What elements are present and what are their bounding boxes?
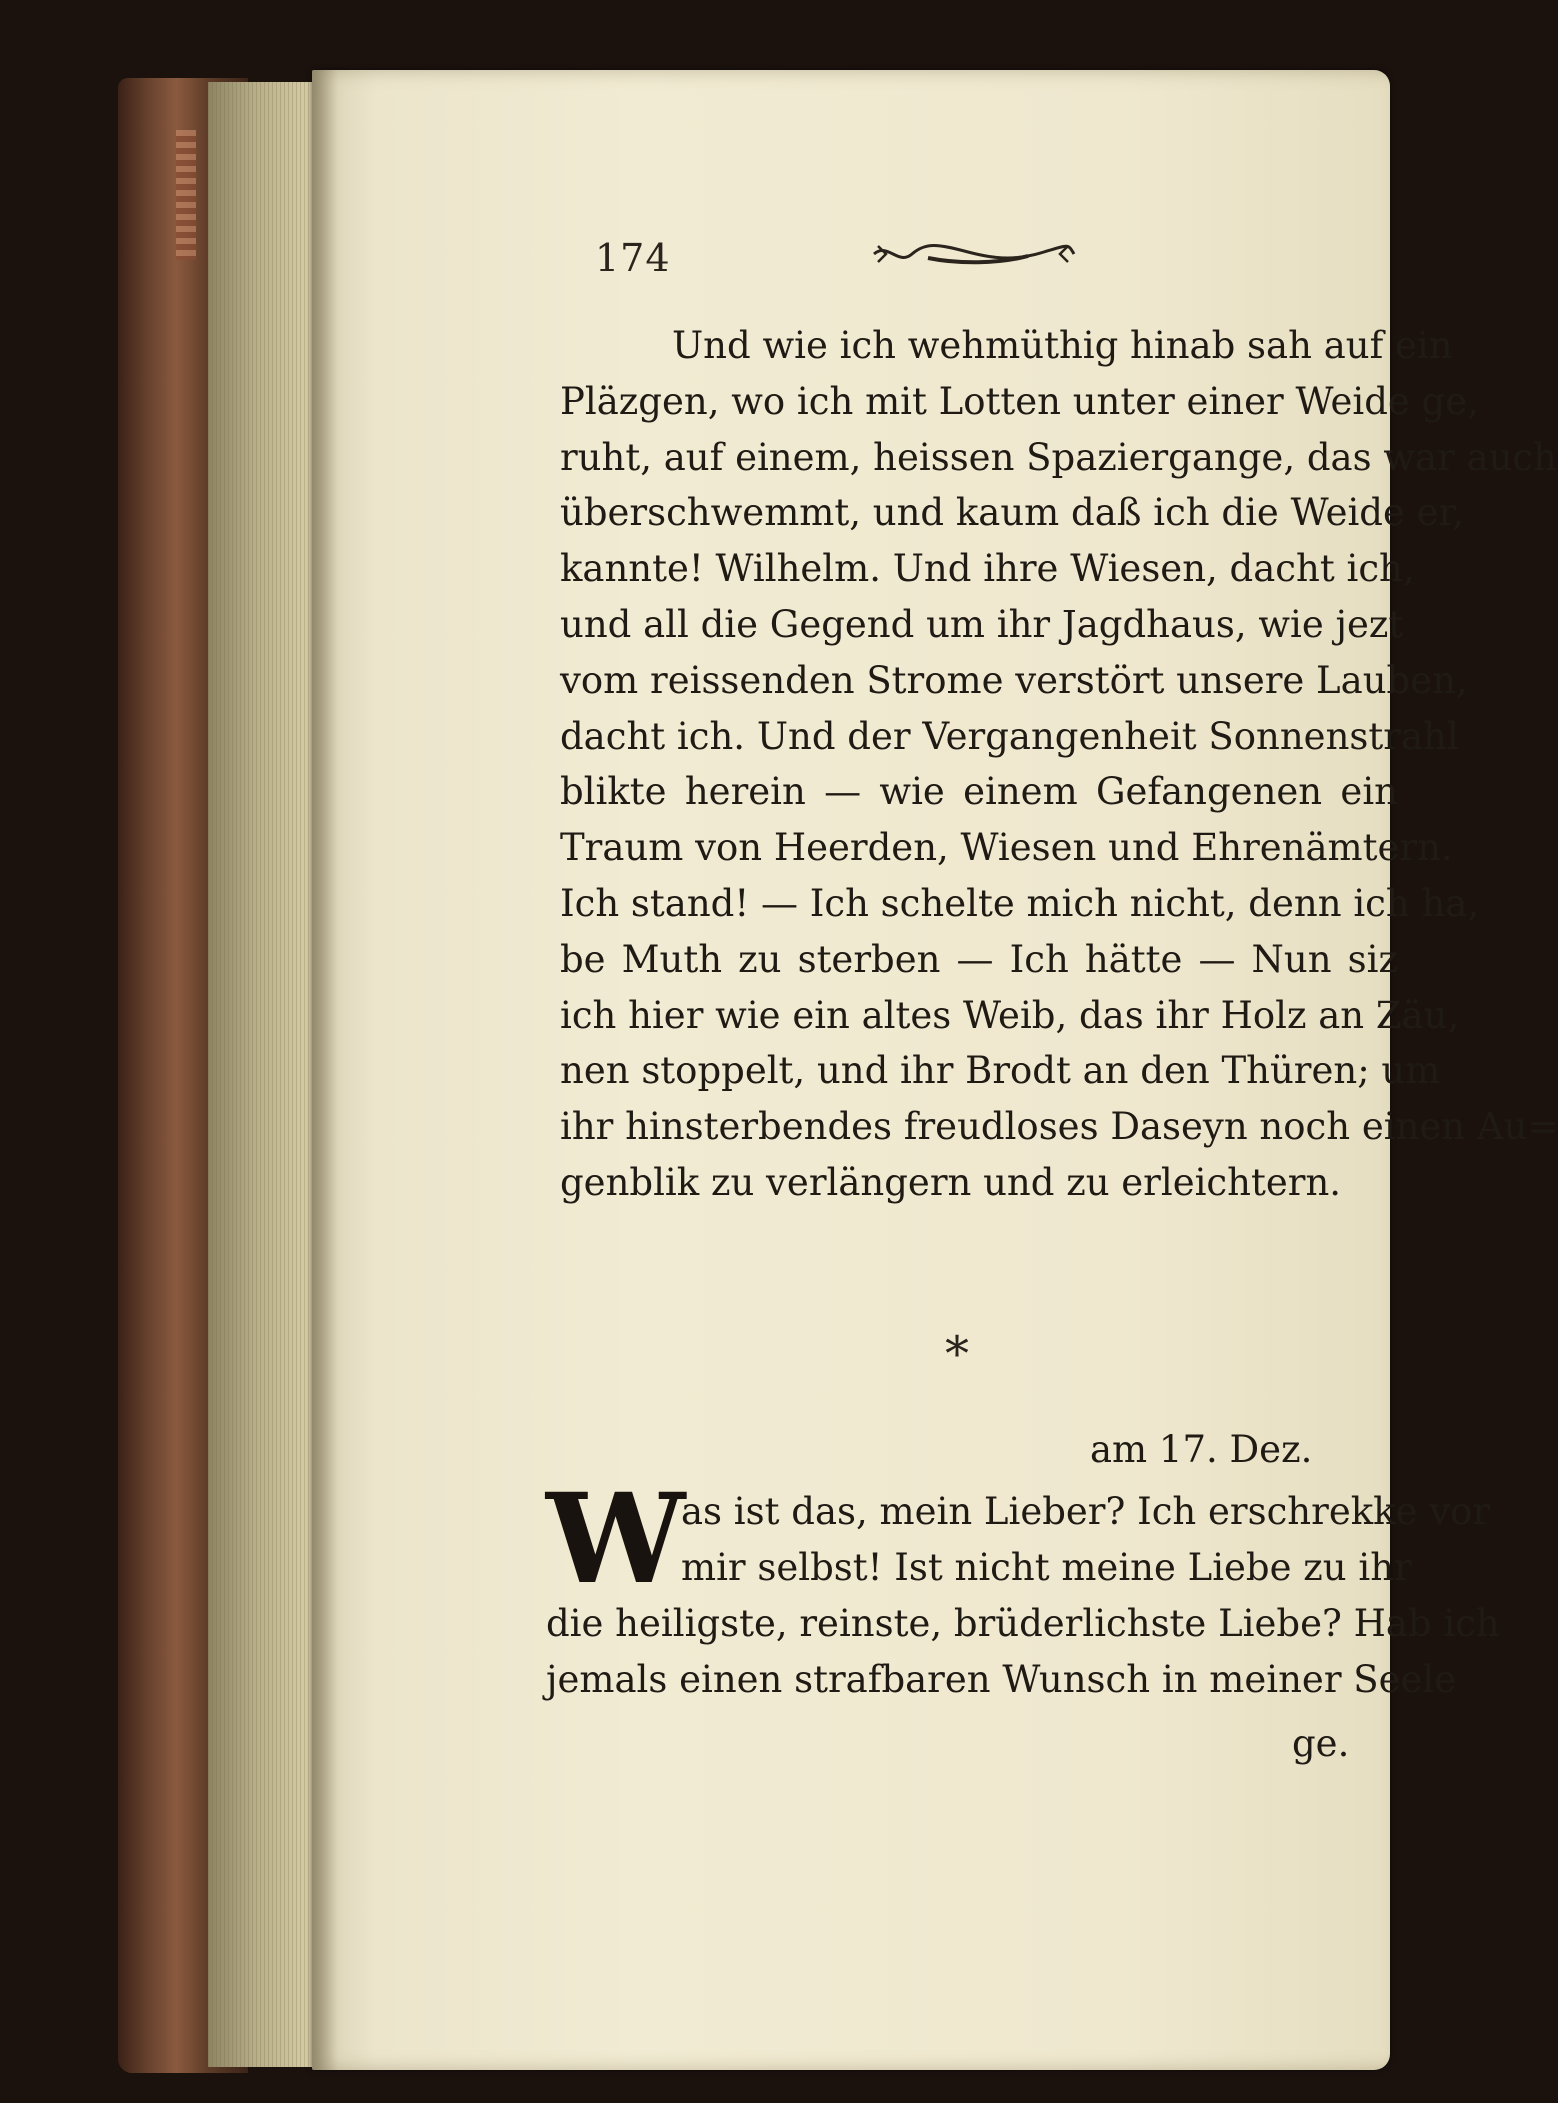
text-line: mir selbst! Ist nicht meine Liebe zu ihr <box>681 1546 1412 1589</box>
page-gutter <box>312 70 338 2070</box>
text-line: ruht, auf einem, heissen Spaziergange, das war auch <box>560 435 1557 479</box>
drop-cap: W <box>546 1467 686 1612</box>
page-edges <box>208 82 328 2067</box>
text-line: Und wie ich wehmüthig hinab sah auf ein <box>672 324 1453 367</box>
catchword: ge. <box>1292 1722 1350 1765</box>
text-line: Pläzgen, wo ich mit Lotten unter einer Weide ge, <box>560 379 1479 423</box>
text-line: kannte! Wilhelm. Und ihre Wiesen, dacht ich, <box>560 547 1415 591</box>
text-line: genblik zu verlängern und zu erleichtern. <box>560 1160 1342 1204</box>
text-line: ich hier wie ein altes Weib, das ihr Holz an Zäu, <box>560 993 1460 1037</box>
page-number: 174 <box>595 236 671 280</box>
text-line: Ich stand! — Ich schelte mich nicht, denn ich ha, <box>560 881 1480 925</box>
section-separator: * <box>945 1326 969 1382</box>
text-line: vom reissenden Strome verstört unsere Lauben, <box>560 658 1468 702</box>
text-line: und all die Gegend um ihr Jagdhaus, wie jezt <box>560 602 1404 646</box>
letter-entry <box>546 1467 1500 1708</box>
header-ornament <box>868 232 1080 274</box>
text-line: jemals einen strafbaren Wunsch in meiner Seele <box>546 1658 1457 1701</box>
text-line: nen stoppelt, und ihr Brodt an den Thüren; um <box>560 1049 1441 1093</box>
entry-date: am 17. Dez. <box>1090 1428 1313 1471</box>
text-line: ihr hinsterbendes freudloses Daseyn noch einen Au= <box>560 1105 1558 1149</box>
cover-stamp <box>176 130 196 260</box>
text-line: die heiligste, reinste, brüderlichste Liebe? Hab ich <box>546 1602 1500 1645</box>
text-line: Traum von Heerden, Wiesen und Ehrenämtern. <box>560 826 1453 870</box>
text-line: dacht ich. Und der Vergangenheit Sonnenstrahl <box>560 714 1459 758</box>
text-line: be Muth zu sterben — Ich hätte — Nun siz <box>560 937 1398 981</box>
text-line: blikte herein — wie einem Gefangenen ein <box>560 770 1398 814</box>
text-line: as ist das, mein Lieber? Ich erschrekke vor <box>681 1490 1491 1533</box>
main-text <box>560 318 1558 1211</box>
text-line: überschwemmt, und kaum daß ich die Weide er, <box>560 491 1464 535</box>
